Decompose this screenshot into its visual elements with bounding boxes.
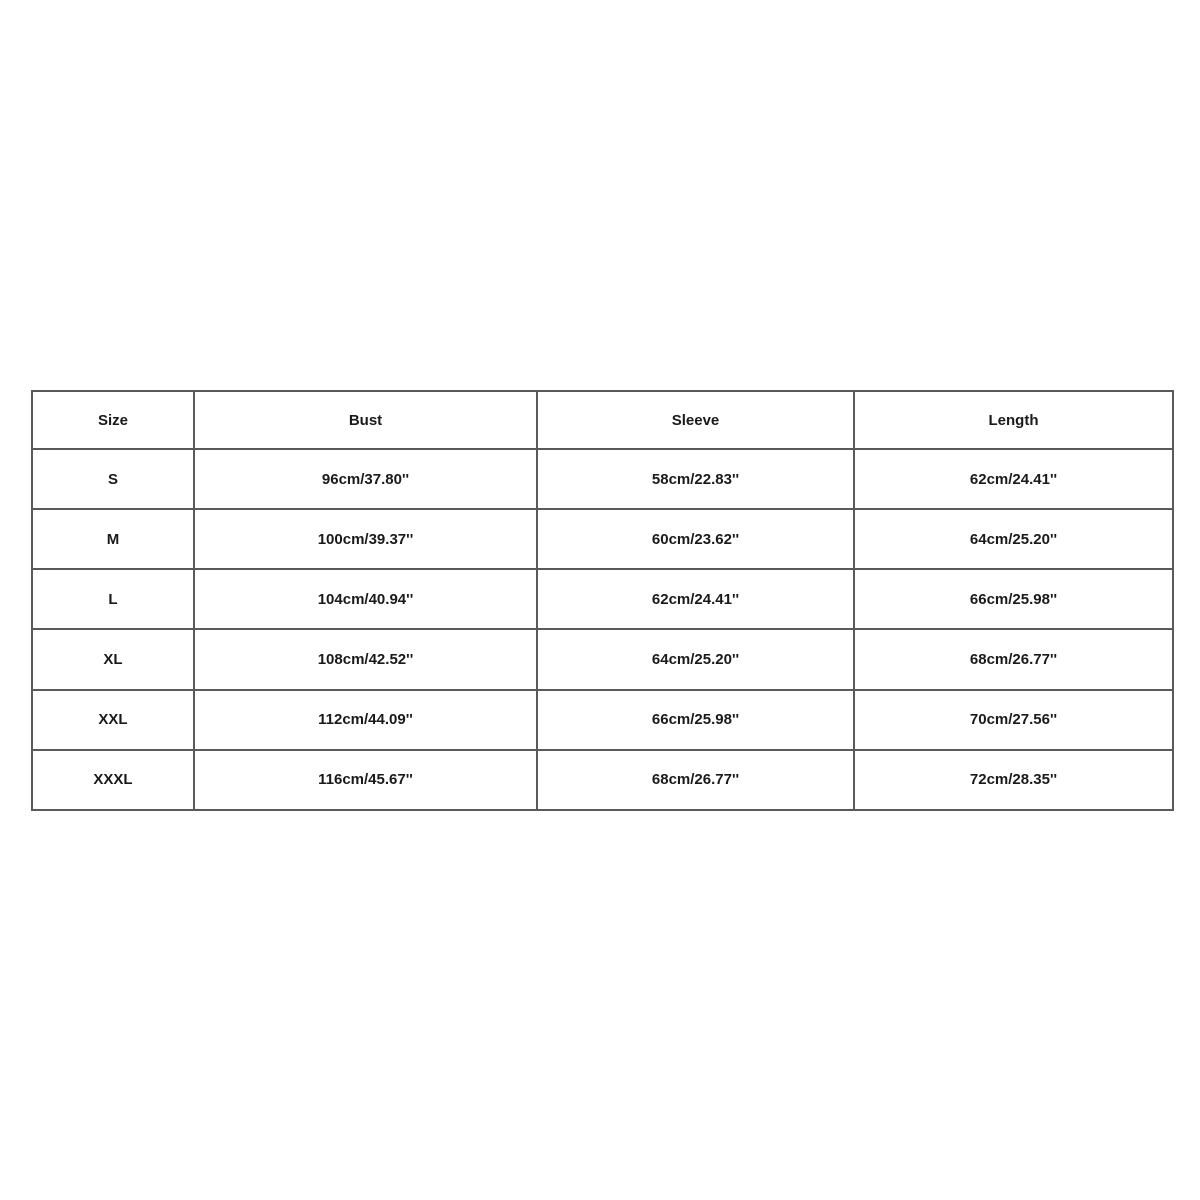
- header-length: Length: [854, 391, 1173, 449]
- cell-bust: 116cm/45.67'': [194, 750, 537, 810]
- header-size: Size: [32, 391, 194, 449]
- table-row: [32, 449, 1173, 509]
- cell-bust: 100cm/39.37'': [194, 509, 537, 569]
- cell-length: 70cm/27.56'': [854, 690, 1173, 750]
- table-row: [32, 629, 1173, 689]
- cell-bust: 96cm/37.80'': [194, 449, 537, 509]
- cell-size: XL: [32, 629, 194, 689]
- cell-size: XXL: [32, 690, 194, 750]
- cell-size: M: [32, 509, 194, 569]
- cell-sleeve: 64cm/25.20'': [537, 629, 854, 689]
- table-row: [32, 750, 1173, 810]
- cell-length: 62cm/24.41'': [854, 449, 1173, 509]
- cell-sleeve: 60cm/23.62'': [537, 509, 854, 569]
- cell-sleeve: 68cm/26.77'': [537, 750, 854, 810]
- header-sleeve: Sleeve: [537, 391, 854, 449]
- cell-length: 66cm/25.98'': [854, 569, 1173, 629]
- cell-bust: 112cm/44.09'': [194, 690, 537, 750]
- cell-length: 72cm/28.35'': [854, 750, 1173, 810]
- header-bust: Bust: [194, 391, 537, 449]
- table-row: [32, 569, 1173, 629]
- size-chart-table: [31, 390, 1174, 811]
- cell-length: 68cm/26.77'': [854, 629, 1173, 689]
- cell-size: XXXL: [32, 750, 194, 810]
- table-header-row: [32, 391, 1173, 449]
- cell-sleeve: 58cm/22.83'': [537, 449, 854, 509]
- cell-size: L: [32, 569, 194, 629]
- cell-sleeve: 66cm/25.98'': [537, 690, 854, 750]
- table-row: [32, 509, 1173, 569]
- table-row: [32, 690, 1173, 750]
- cell-length: 64cm/25.20'': [854, 509, 1173, 569]
- cell-bust: 108cm/42.52'': [194, 629, 537, 689]
- cell-bust: 104cm/40.94'': [194, 569, 537, 629]
- cell-size: S: [32, 449, 194, 509]
- cell-sleeve: 62cm/24.41'': [537, 569, 854, 629]
